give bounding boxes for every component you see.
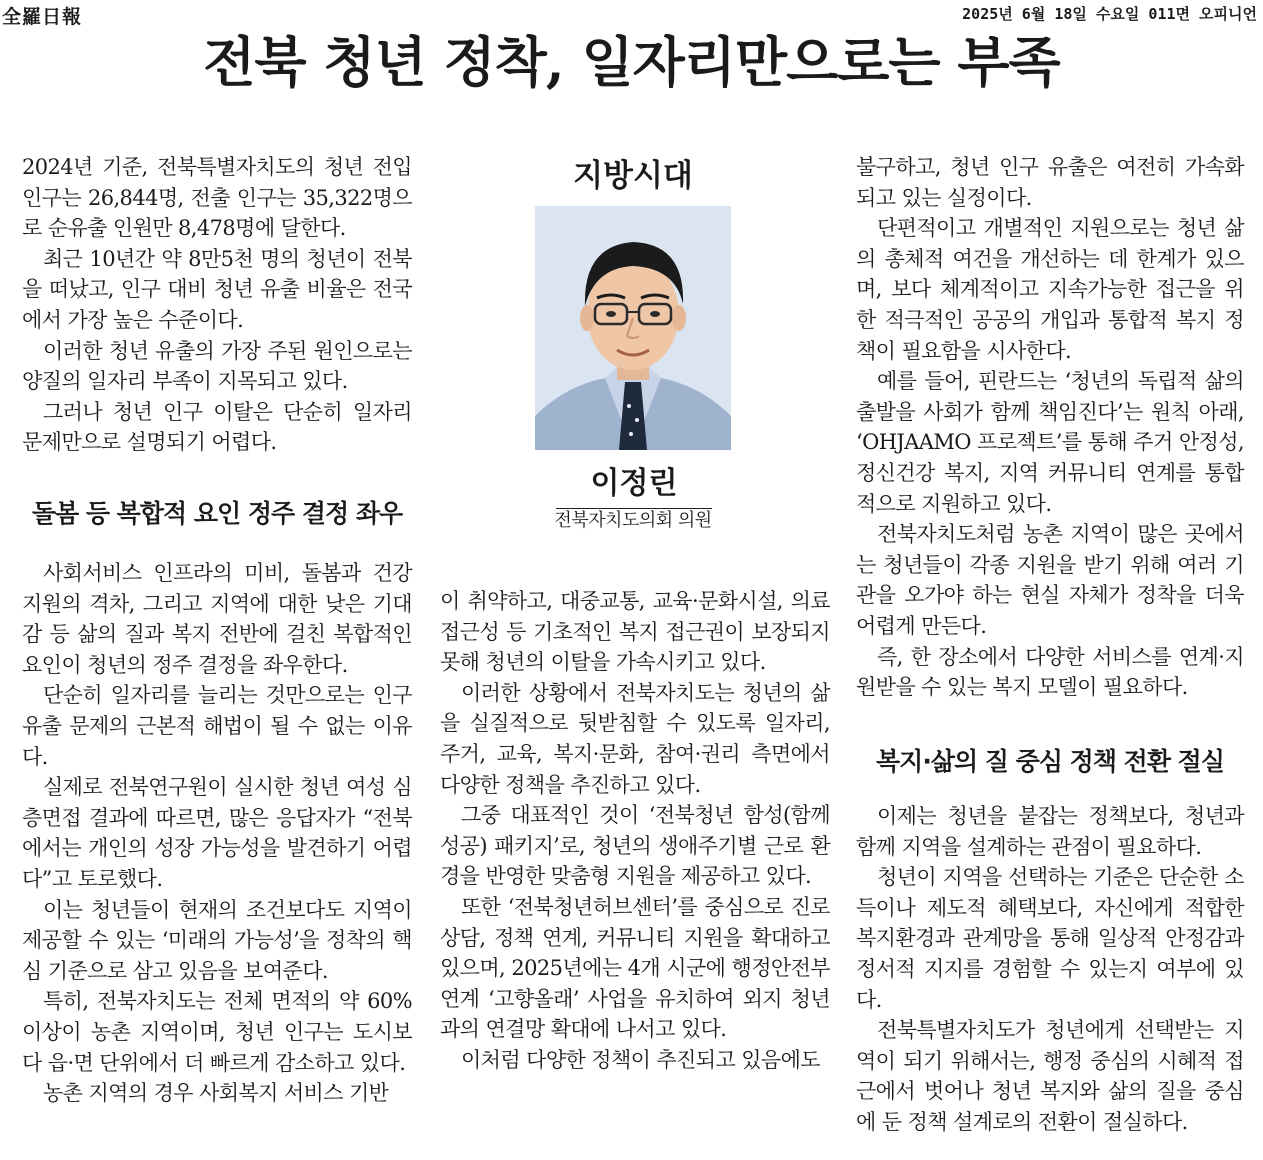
paragraph: 전북특별자치도가 청년에게 선택받는 지역이 되기 위해서는, 행정 중심의 시혜적 접근에서 벗어나 청년 복지와 삶의 질을 중심에 둔 정책 설계로의 전환이 절실하다. <box>856 1018 1244 1134</box>
paragraph: 이처럼 다양한 정책이 추진되고 있음에도 <box>461 1047 820 1072</box>
paragraph: 특히, 전북자치도는 전체 면적의 약 60% 이상이 농촌 지역이며, 청년 인구는 도시보다 읍·면 단위에서 더 빠르게 감소하고 있다. <box>22 989 412 1075</box>
body-column-1-top <box>22 152 412 458</box>
body-column-3-bottom <box>856 801 1244 1138</box>
headline: 전북 청년 정착, 일자리만으로는 부족 <box>203 30 1060 94</box>
body-column-2 <box>440 586 830 1076</box>
paragraph: 이러한 청년 유출의 가장 주된 원인으로는 양질의 일자리 부족이 지목되고 있다. <box>22 338 412 394</box>
portrait-photo-icon <box>535 206 731 450</box>
author-name: 이정린 <box>556 458 712 509</box>
paragraph: 이러한 상황에서 전북자치도는 청년의 삶을 실질적으로 뒷받침할 수 있도록 일자리, 주거, 교육, 복지·문화, 참여·권리 측면에서 다양한 정책을 추진하고 있다. <box>440 680 830 797</box>
subheading-2: 복지·삶의 질 중심 정책 전환 절실 <box>876 747 1224 776</box>
author-photo <box>535 206 731 450</box>
dateline: 2025년 6월 18일 수요일 011면 오피니언 <box>962 5 1257 23</box>
paragraph: 최근 10년간 약 8만5천 명의 청년이 전북을 떠났고, 인구 대비 청년 유출 비율은 전국에서 가장 높은 수준이다. <box>22 246 412 332</box>
body-column-1-bottom <box>22 558 412 1109</box>
subheading-1: 돌봄 등 복합적 요인 정주 결정 좌우 <box>31 499 403 528</box>
author-title: 전북자치도의회 의원 <box>554 510 712 531</box>
paragraph: 즉, 한 장소에서 다양한 서비스를 연계·지원받을 수 있는 복지 모델이 필요하다. <box>856 644 1244 700</box>
paragraph: 그러나 청년 인구 이탈은 단순히 일자리 문제만으로 설명되기 어렵다. <box>22 399 412 455</box>
paragraph: 이 취약하고, 대중교통, 교육·문화시설, 의료 접근성 등 기초적인 복지 접근권이 보장되지 못해 청년의 이탈을 가속시키고 있다. <box>440 589 830 675</box>
paragraph: 단편적이고 개별적인 지원으로는 청년 삶의 총체적 여건을 개선하는 데 한계가 있으며, 보다 체계적이고 지속가능한 접근을 위한 적극적인 공공의 개입과 통합적 복지 정책이 필요함을 시사한다. <box>856 216 1244 363</box>
paragraph: 실제로 전북연구원이 실시한 청년 여성 심층면접 결과에 따르면, 많은 응답자가 “전북에서는 개인의 성장 가능성을 발견하기 어렵다”고 토로했다. <box>22 775 412 891</box>
paragraph: 청년이 지역을 선택하는 기준은 단순한 소득이나 제도적 혜택보다, 자신에게 적합한 복지환경과 관계망을 통해 일상적 안정감과 정서적 지지를 경험할 수 있는지 여부에 있다. <box>856 865 1244 1012</box>
paragraph: 2024년 기준, 전북특별자치도의 청년 전입 인구는 26,844명, 전출 인구는 35,322명으로 순유출 인원만 8,478명에 달한다. <box>22 155 412 241</box>
paragraph: 전북자치도처럼 농촌 지역이 많은 곳에서는 청년들이 각종 지원을 받기 위해 여러 기관을 오가야 하는 현실 자체가 정착을 더욱 어렵게 만든다. <box>856 522 1244 638</box>
paragraph: 사회서비스 인프라의 미비, 돌봄과 건강 지원의 격차, 그리고 지역에 대한 낮은 기대감 등 삶의 질과 복지 전반에 걸친 복합적인 요인이 청년의 정주 결정을 좌우한다. <box>22 561 412 677</box>
paragraph: 이는 청년들이 현재의 조건보다도 지역이 제공할 수 있는 ‘미래의 가능성’을 정착의 핵심 기준으로 삼고 있음을 보여준다. <box>22 897 412 983</box>
paragraph: 그중 대표적인 것이 ‘전북청년 함성(함께 성공) 패키지’로, 청년의 생애주기별 근로 환경을 반영한 맞춤형 지원을 제공하고 있다. <box>440 803 830 889</box>
paragraph: 또한 ‘전북청년허브센터’를 중심으로 진로상담, 정책 연계, 커뮤니티 지원을 확대하고 있으며, 2025년에는 4개 시군에 행정안전부 연계 ‘고향올래’ 사업을 유치하여 외지 청년과의 연결망 확대에 나서고 있다. <box>440 894 830 1042</box>
paragraph: 농촌 지역의 경우 사회복지 서비스 기반 <box>43 1081 389 1106</box>
paragraph: 예를 들어, 핀란드는 ‘청년의 독립적 삶의 출발을 사회가 함께 책임진다’는 원칙 아래, ‘OHJAAMO 프로젝트’를 통해 주거 안정성, 정신건강 복지, 지역 커뮤니티 연계를 통합적으로 지원하고 있다. <box>856 369 1244 516</box>
paragraph: 불구하고, 청년 인구 유출은 여전히 가속화되고 있는 실정이다. <box>856 155 1244 210</box>
body-column-3-top <box>856 152 1244 703</box>
column-name: 지방시대 <box>573 158 693 194</box>
paragraph: 이제는 청년을 붙잡는 정책보다, 청년과 함께 지역을 설계하는 관점이 필요하다. <box>856 804 1244 859</box>
newspaper-brand: 全羅日報 <box>2 6 83 28</box>
paragraph: 단순히 일자리를 늘리는 것만으로는 인구 유출 문제의 근본적 해법이 될 수 없는 이유다. <box>22 683 412 769</box>
